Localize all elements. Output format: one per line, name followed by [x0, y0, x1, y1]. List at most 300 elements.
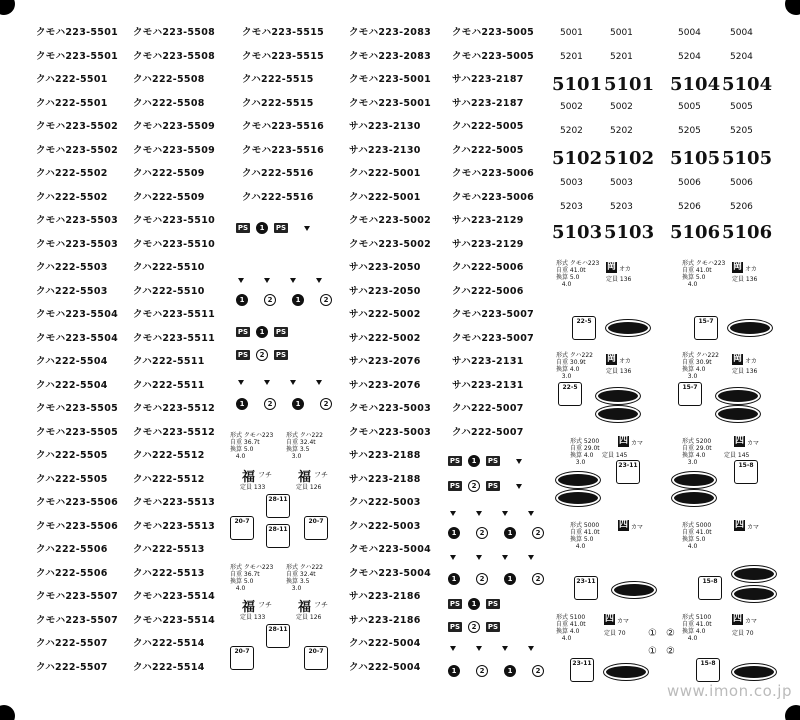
car-number: クモハ223-2083: [349, 27, 432, 38]
oval-emblem: [732, 566, 776, 582]
depot-badge: 四: [604, 614, 614, 624]
circle-mark: 1: [292, 294, 304, 306]
spec-label: 形式 5000 自重 41.0t 換算 5.0 4.0: [570, 522, 600, 550]
spec-label: 形式 クモハ223 自重 36.7t 換算 5.0 4.0: [230, 432, 274, 460]
plate-sign: 28-11: [266, 624, 290, 648]
triangle-icon: [476, 646, 482, 651]
oval-emblem: [596, 406, 640, 422]
car-number: クハ222-5516: [242, 191, 314, 203]
plate-sign: 20-7: [230, 516, 254, 540]
car-number: サハ223-2131: [452, 379, 524, 391]
circle-mark: 1: [292, 398, 304, 410]
small-number: 5005: [678, 102, 701, 112]
capacity-label: 定員 70: [604, 630, 626, 637]
car-number: クモハ223-5504: [36, 309, 119, 320]
triangle-icon: [528, 555, 534, 560]
car-number: クモハ223-5509: [133, 121, 216, 132]
car-number: クモハ223-5001: [349, 74, 432, 85]
oval-emblem: [556, 490, 600, 506]
car-number: クモハ223-5510: [133, 215, 216, 226]
oval-emblem: [556, 472, 600, 488]
capacity-label: 定員 126: [296, 484, 322, 491]
car-number: クモハ223-5503: [36, 238, 119, 250]
small-number: 5202: [610, 126, 633, 136]
circle-mark: 2: [476, 573, 488, 585]
small-number: 5003: [560, 178, 583, 188]
ps-mark: PS: [275, 224, 287, 232]
car-number: クモハ223-5004: [349, 567, 432, 579]
triangle-icon: [528, 646, 534, 651]
spec-block-c3a: [230, 432, 330, 662]
triangle-icon: [502, 646, 508, 651]
capacity-label: 定員 133: [240, 484, 266, 491]
small-number: 5206: [678, 202, 701, 212]
car-number: クモハ223-5508: [133, 27, 216, 38]
car-number: クモハ223-5002: [349, 215, 432, 226]
oval-emblem: [606, 320, 650, 336]
oval-emblem: [672, 472, 716, 488]
car-number: クモハ223-5502: [36, 144, 119, 156]
spec-label: 形式 クハ222 自重 30.9t 換算 4.0 3.0: [556, 352, 593, 380]
spec-label: 形式 5200 自重 29.0t 換算 4.0 3.0: [570, 438, 600, 466]
car-number: クモハ223-5507: [36, 591, 119, 602]
car-number: クモハ223-5007: [452, 332, 535, 344]
plate-sign: 28-11: [266, 494, 290, 518]
car-number: クハ222-5514: [133, 661, 205, 673]
capacity-label: 定員 136: [606, 276, 632, 283]
plate-sign: 22-5: [572, 316, 596, 340]
triangle-icon: [502, 555, 508, 560]
oval-emblem: [672, 490, 716, 506]
oval-emblem: [604, 664, 648, 680]
circled-number: ①: [648, 646, 657, 657]
car-number: クハ222-5510: [133, 285, 205, 297]
small-number: 5204: [730, 52, 753, 62]
car-number: クハ222-5509: [133, 168, 205, 179]
circle-mark: 1: [256, 222, 268, 234]
small-number: 5203: [560, 202, 583, 212]
car-number: クハ222-5004: [349, 661, 421, 673]
oval-emblem: [716, 388, 760, 404]
large-number: 5105: [670, 148, 721, 169]
car-number: クモハ223-5512: [133, 426, 216, 438]
ps-mark: PS: [237, 351, 249, 359]
car-number: クモハ223-5511: [133, 332, 216, 344]
small-number: 5002: [610, 102, 633, 112]
triangle-icon: [304, 226, 310, 231]
oval-emblem: [732, 664, 776, 680]
circle-mark: 2: [476, 665, 488, 677]
capacity-label: 定員 136: [606, 368, 632, 375]
depot-badge-kana: カマ: [617, 618, 630, 625]
car-number: クモハ223-5001: [349, 97, 432, 109]
small-number: 5004: [730, 28, 753, 38]
small-number: 5002: [560, 102, 583, 112]
car-number: クモハ223-5501: [36, 50, 119, 62]
car-number: クハ222-5506: [36, 567, 108, 579]
spec-label: 形式 クモハ223 自重 41.0t 換算 5.0 4.0: [682, 260, 726, 288]
car-number: クモハ223-5513: [133, 497, 216, 508]
circle-mark: 1: [504, 665, 516, 677]
ps-mark: PS: [449, 482, 461, 490]
triangle-icon: [502, 511, 508, 516]
car-number: クモハ223-2083: [349, 50, 432, 62]
car-number: クハ222-5511: [133, 356, 205, 367]
car-number: サハ223-2188: [349, 473, 421, 485]
large-number: 5103: [604, 222, 655, 243]
car-number: サハ223-2187: [452, 74, 524, 85]
car-number: クハ222-5509: [133, 191, 205, 203]
circle-mark: 2: [476, 527, 488, 539]
car-number: サハ223-2130: [349, 121, 421, 132]
car-number: クモハ223-5515: [242, 27, 325, 38]
depot-badge-kana: フチ: [314, 601, 328, 609]
plate-sign: 15-8: [698, 576, 722, 600]
car-number: クハ222-5005: [452, 144, 524, 156]
spec-label: 形式 5100 自重 41.0t 換算 4.0 4.0: [682, 614, 712, 642]
circled-number: ②: [666, 628, 675, 639]
car-number: クモハ223-5514: [133, 614, 216, 626]
depot-badge-kana: オカ: [619, 266, 631, 273]
circle-mark: 2: [468, 480, 480, 492]
oval-emblem: [732, 586, 776, 602]
car-number: クハ222-5502: [36, 168, 108, 179]
car-number: クモハ223-5502: [36, 121, 119, 132]
car-number: クハ222-5516: [242, 168, 314, 179]
car-number: クハ222-5503: [36, 262, 108, 273]
plate-sign: 23-11: [570, 658, 594, 682]
car-number: クハ222-5504: [36, 356, 108, 367]
depot-badge: 岡: [732, 354, 742, 364]
car-number: クハ222-5515: [242, 74, 314, 85]
small-number: 5205: [678, 126, 701, 136]
circle-mark: 1: [236, 294, 248, 306]
triangle-icon: [316, 278, 322, 283]
ps-mark: PS: [449, 457, 461, 465]
spec-label: 形式 クハ222 自重 32.4t 換算 3.5 3.0: [286, 432, 323, 460]
large-number: 5105: [722, 148, 773, 169]
circle-mark: 2: [264, 294, 276, 306]
car-number: クモハ223-5516: [242, 144, 325, 156]
depot-badge-kana: オカ: [619, 358, 631, 365]
circle-mark: 2: [256, 349, 268, 361]
depot-badge-kana: オカ: [745, 266, 757, 273]
circle-mark: 1: [256, 326, 268, 338]
plate-sign: 20-7: [304, 646, 328, 670]
car-number: クモハ223-5515: [242, 50, 325, 62]
plate-sign: 15-7: [678, 382, 702, 406]
capacity-label: 定員 70: [732, 630, 754, 637]
car-number: クハ222-5507: [36, 638, 108, 649]
car-number: サハ223-2050: [349, 262, 421, 273]
ps-mark: PS: [275, 328, 287, 336]
oval-emblem: [612, 582, 656, 598]
large-number: 5106: [670, 222, 721, 243]
spec-label: 形式 クモハ223 自重 36.7t 換算 5.0 4.0: [230, 564, 274, 592]
oval-emblem: [716, 406, 760, 422]
car-number: クモハ223-5508: [133, 50, 216, 62]
ps-mark: PS: [487, 623, 499, 631]
circle-mark: 2: [468, 621, 480, 633]
plate-sign: 15-8: [696, 658, 720, 682]
small-number: 5001: [610, 28, 633, 38]
car-number: サハ223-2188: [349, 450, 421, 461]
spec-label: 形式 5200 自重 29.0t 換算 4.0 3.0: [682, 438, 712, 466]
triangle-icon: [264, 380, 270, 385]
triangle-icon: [516, 484, 522, 489]
car-number: クモハ223-5007: [452, 309, 535, 320]
circle-mark: 2: [532, 527, 544, 539]
car-number: クモハ223-5003: [349, 403, 432, 414]
car-number: クモハ223-5514: [133, 591, 216, 602]
depot-badge-kana: フチ: [314, 471, 328, 479]
plate-sign: 20-7: [304, 516, 328, 540]
capacity-label: 定員 136: [732, 276, 758, 283]
car-number: クモハ223-5516: [242, 121, 325, 132]
depot-badge-kana: カマ: [745, 618, 758, 625]
circle-mark: 2: [532, 665, 544, 677]
car-number: クモハ223-5005: [452, 27, 535, 38]
triangle-icon: [238, 278, 244, 283]
plate-sign: 23-11: [574, 576, 598, 600]
depot-badge: 福: [298, 470, 312, 485]
circle-mark: 2: [320, 398, 332, 410]
car-number: クハ222-5001: [349, 191, 421, 203]
depot-badge-kana: カマ: [631, 440, 644, 447]
large-number: 5101: [552, 74, 603, 95]
spec-label: 形式 クハ222 自重 32.4t 換算 3.5 3.0: [286, 564, 323, 592]
car-number: クハ222-5502: [36, 191, 108, 203]
depot-badge-kana: カマ: [631, 524, 644, 531]
car-number: サハ223-2129: [452, 238, 524, 250]
depot-badge: 四: [732, 614, 742, 624]
car-number: クハ222-5007: [452, 403, 524, 414]
car-number: クモハ223-5507: [36, 614, 119, 626]
depot-badge: 福: [298, 600, 312, 615]
car-number: クモハ223-5506: [36, 497, 119, 508]
small-number: 5206: [730, 202, 753, 212]
car-number: クハ222-5505: [36, 473, 108, 485]
car-number: クハ222-5505: [36, 450, 108, 461]
car-number: クハ222-5501: [36, 74, 108, 85]
plate-sign: 15-7: [694, 316, 718, 340]
car-number: クモハ223-5005: [452, 50, 535, 62]
car-number: サハ223-2076: [349, 379, 421, 391]
car-number: クハ222-5006: [452, 262, 524, 273]
car-number: クハ222-5510: [133, 262, 205, 273]
circle-mark: 1: [468, 455, 480, 467]
depot-badge-kana: オカ: [745, 358, 757, 365]
depot-badge-kana: カマ: [747, 440, 760, 447]
circle-mark: 2: [264, 398, 276, 410]
car-number: サハ223-2076: [349, 356, 421, 367]
car-number: クハ222-5007: [452, 426, 524, 438]
car-number: クハ222-5508: [133, 74, 205, 85]
car-number: クモハ223-5504: [36, 332, 119, 344]
ps-mark: PS: [449, 600, 461, 608]
car-number: クモハ223-5505: [36, 426, 119, 438]
triangle-icon: [450, 511, 456, 516]
spec-block-right: [556, 260, 796, 680]
circled-number: ②: [666, 646, 675, 657]
capacity-label: 定員 126: [296, 614, 322, 621]
car-number: クモハ223-5513: [133, 520, 216, 532]
triangle-icon: [264, 278, 270, 283]
car-number: クモハ223-5004: [349, 544, 432, 555]
triangle-icon: [450, 646, 456, 651]
car-number: クハ222-5513: [133, 567, 205, 579]
depot-badge-kana: フチ: [258, 471, 272, 479]
small-number: 5006: [730, 178, 753, 188]
car-number: クハ222-5508: [133, 97, 205, 109]
car-number: サハ223-2131: [452, 356, 524, 367]
car-number: クモハ223-5505: [36, 403, 119, 414]
car-number: クハ222-5504: [36, 379, 108, 391]
car-number: クモハ223-5506: [36, 520, 119, 532]
number-block: [552, 26, 776, 246]
circle-mark: 1: [448, 527, 460, 539]
circle-mark: 1: [448, 573, 460, 585]
ps-mark: PS: [487, 600, 499, 608]
capacity-label: 定員 133: [240, 614, 266, 621]
car-number: クハ222-5512: [133, 450, 205, 461]
car-number: クハ222-5512: [133, 473, 205, 485]
car-number: サハ223-2186: [349, 591, 421, 602]
car-number: クモハ223-5511: [133, 309, 216, 320]
triangle-icon: [290, 380, 296, 385]
triangle-icon: [516, 459, 522, 464]
depot-badge: 四: [618, 436, 628, 446]
car-number: クハ222-5006: [452, 285, 524, 297]
car-number: クハ222-5507: [36, 661, 108, 673]
capacity-label: 定員 145: [602, 452, 628, 459]
depot-badge: 四: [734, 520, 744, 530]
spec-label: 形式 クハ222 自重 30.9t 換算 4.0 3.0: [682, 352, 719, 380]
spec-label: 形式 5000 自重 41.0t 換算 5.0 4.0: [682, 522, 712, 550]
triangle-icon: [476, 555, 482, 560]
depot-badge: 四: [734, 436, 744, 446]
plate-sign: 23-11: [616, 460, 640, 484]
triangle-icon: [290, 278, 296, 283]
small-number: 5201: [610, 52, 633, 62]
large-number: 5104: [670, 74, 721, 95]
triangle-icon: [316, 380, 322, 385]
car-number: クモハ223-5512: [133, 403, 216, 414]
spec-label: 形式 クモハ223 自重 41.0t 換算 5.0 4.0: [556, 260, 600, 288]
small-number: 5001: [560, 28, 583, 38]
car-number: クハ222-5514: [133, 638, 205, 649]
oval-emblem: [596, 388, 640, 404]
depot-badge: 福: [242, 600, 256, 615]
circle-mark: 1: [448, 665, 460, 677]
ps-mark: PS: [487, 457, 499, 465]
large-number: 5106: [722, 222, 773, 243]
ps-mark: PS: [237, 224, 249, 232]
car-number: サハ222-5002: [349, 309, 421, 320]
triangle-icon: [450, 555, 456, 560]
car-number: クモハ223-5006: [452, 168, 535, 179]
depot-badge: 岡: [606, 354, 616, 364]
capacity-label: 定員 145: [724, 452, 750, 459]
car-number: クモハ223-5510: [133, 238, 216, 250]
triangle-icon: [238, 380, 244, 385]
small-number: 5202: [560, 126, 583, 136]
car-number: クハ222-5003: [349, 497, 421, 508]
depot-badge: 福: [242, 470, 256, 485]
ps-mark: PS: [237, 328, 249, 336]
capacity-label: 定員 136: [732, 368, 758, 375]
depot-badge-kana: フチ: [258, 601, 272, 609]
circle-mark: 1: [504, 573, 516, 585]
large-number: 5104: [722, 74, 773, 95]
car-number: サハ223-2186: [349, 614, 421, 626]
spec-label: 形式 5100 自重 41.0t 換算 4.0 4.0: [556, 614, 586, 642]
watermark: www.imon.co.jp: [666, 682, 792, 700]
ps-mark: PS: [449, 623, 461, 631]
circled-number: ①: [648, 628, 657, 639]
car-number: クハ222-5004: [349, 638, 421, 649]
car-number: クハ222-5503: [36, 285, 108, 297]
car-number: サハ223-2129: [452, 215, 524, 226]
car-number: クモハ223-5509: [133, 144, 216, 156]
car-number: クハ222-5001: [349, 168, 421, 179]
circle-mark: 2: [320, 294, 332, 306]
triangle-icon: [476, 511, 482, 516]
car-number: サハ223-2187: [452, 97, 524, 109]
car-number: クモハ223-5003: [349, 426, 432, 438]
small-number: 5201: [560, 52, 583, 62]
small-number: 5203: [610, 202, 633, 212]
small-number: 5006: [678, 178, 701, 188]
car-number: サハ223-2050: [349, 285, 421, 297]
plate-sign: 28-11: [266, 524, 290, 548]
car-number: クハ222-5515: [242, 97, 314, 109]
small-number: 5003: [610, 178, 633, 188]
ps-mark: PS: [487, 482, 499, 490]
plate-sign: 20-7: [230, 646, 254, 670]
circle-mark: 1: [236, 398, 248, 410]
large-number: 5103: [552, 222, 603, 243]
triangle-icon: [528, 511, 534, 516]
car-number: クハ222-5501: [36, 97, 108, 109]
car-number: クハ222-5513: [133, 544, 205, 555]
circle-mark: 1: [468, 598, 480, 610]
car-number: クモハ223-5002: [349, 238, 432, 250]
plate-sign: 15-8: [734, 460, 758, 484]
depot-badge: 四: [618, 520, 628, 530]
circle-mark: 2: [532, 573, 544, 585]
car-number: サハ222-5002: [349, 332, 421, 344]
car-number: クハ222-5005: [452, 121, 524, 132]
oval-emblem: [728, 320, 772, 336]
ps-mark: PS: [275, 351, 287, 359]
circle-mark: 1: [504, 527, 516, 539]
car-number: クモハ223-5006: [452, 191, 535, 203]
plate-sign: 22-5: [558, 382, 582, 406]
large-number: 5102: [552, 148, 603, 169]
car-number: クモハ223-5503: [36, 215, 119, 226]
small-number: 5205: [730, 126, 753, 136]
large-number: 5101: [604, 74, 655, 95]
small-number: 5004: [678, 28, 701, 38]
depot-badge: 岡: [732, 262, 742, 272]
car-number: クモハ223-5501: [36, 27, 119, 38]
large-number: 5102: [604, 148, 655, 169]
car-number: サハ223-2130: [349, 144, 421, 156]
depot-badge: 岡: [606, 262, 616, 272]
car-number: クハ222-5511: [133, 379, 205, 391]
depot-badge-kana: カマ: [747, 524, 760, 531]
